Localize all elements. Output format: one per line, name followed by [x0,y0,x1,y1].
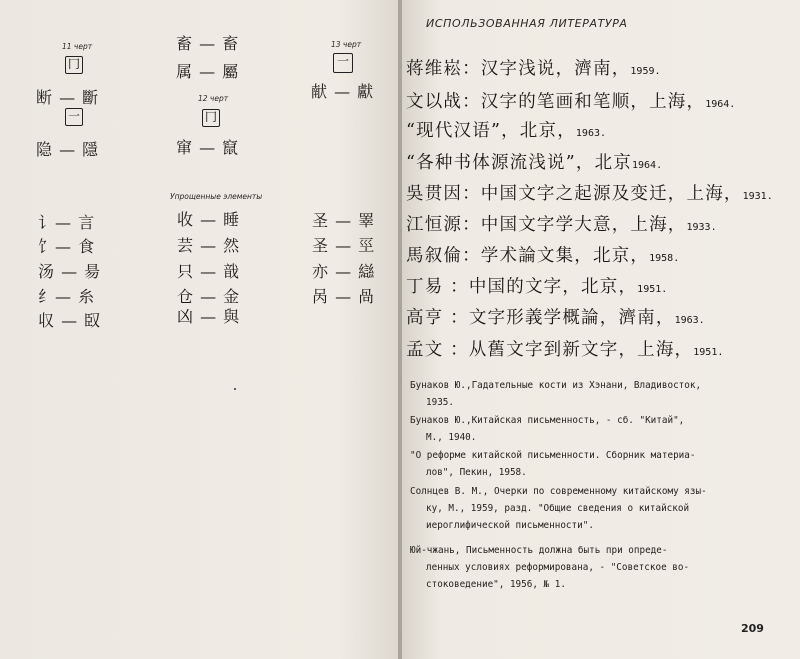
chinese-reference: “各种书体源流浅说”，北京1964. [406,153,663,173]
simplified-pair: 纟— 糸 [38,287,96,306]
radical-box-13: ⼀ [333,53,353,73]
russian-reference: Юй-чжань, Письменность должна быть при опреде- ленных условиях реформирована, - "Советское во- стоковедение", 1956, № 1. [410,545,690,590]
simplified-pair: 圣 — 睪 [312,211,376,230]
simplified-pair: 呙 — 咼 [312,287,376,306]
char-pair-xian: 献 — 獻 [311,82,375,101]
simplified-pair: 芸 — 然 [177,236,241,255]
russian-reference: Бунаков Ю.,Гадательные кости из Хэнани, Владивосток, 1935. [410,380,702,408]
chinese-reference: “现代汉语”，北京，1963. [406,121,607,141]
caption-11-strokes: 11 черт [62,42,93,51]
simplified-pair: 仓 — 金 [177,287,241,306]
russian-reference: Бунаков Ю.,Китайская письменность, - сб. "Китай", М., 1940. [410,415,685,443]
simplified-pair: 只 — 戠 [177,262,241,281]
russian-reference: "О реформе китайской письменности. Сборник материа- лов", Пекин, 1958. [410,450,696,478]
caption-12-strokes: 12 черт [198,94,229,103]
radical-box-11: ⼌ [65,56,83,74]
radical-box-11b: ⼀ [65,108,83,126]
chinese-reference: 江恒源：中国文字学大意，上海，1933. [406,215,717,235]
simplified-pair: 亦 — 䜌 [312,262,376,281]
simplified-pair: 凶 — 與 [177,307,241,326]
caption-simplified-elements: Упрощенные элементы [170,192,263,201]
caption-13-strokes: 13 черт [331,40,362,49]
char-pair-shu: 属 — 屬 [176,62,240,81]
simplified-pair: 讠— 言 [38,213,96,232]
simplified-pair: 汤 — 昜 [38,262,102,281]
simplified-pair: 收 — 睡 [177,210,241,229]
char-pair-yin: 隐 — 隱 [36,140,100,159]
simplified-pair: 圣 — 巠 [312,236,376,255]
russian-reference: Солнцев В. М., Очерки по современному китайскому язы- ку, М., 1959, разд. "Общие сведения о китайской иероглифической письменности". [410,486,707,531]
page-number: 209 [741,622,764,635]
chinese-reference: 文以战：汉字的笔画和笔顺，上海，1964. [406,92,736,112]
chinese-reference: 蒋维崧：汉字浅说，濟南，1959. [406,59,661,79]
page-header: ИСПОЛЬЗОВАННАЯ ЛИТЕРАТУРА [426,17,628,30]
chinese-reference: 高亨 ：文字形義学概論，濟南，1963. [406,308,705,328]
left-page [0,0,398,659]
chinese-reference: 孟文 ：从舊文字到新文字，上海，1951. [406,340,724,360]
simplified-pair: 収 — 臤 [38,311,102,330]
simplified-pair: 饣— 食 [38,237,96,256]
stray-dot [234,388,236,390]
radical-box-12: ⼌ [202,109,220,127]
chinese-reference: 吳贯因：中国文字之起源及变迁，上海，1931. [406,184,773,204]
char-pair-chu: 畜 — 畜 [176,34,240,53]
char-pair-duan: 断 — 斷 [36,88,100,107]
chinese-reference: 丁易 ：中国的文字，北京，1951. [406,277,668,297]
chinese-reference: 馬叙倫：学术論文集，北京，1958. [406,246,680,266]
char-pair-cuan: 窜 — 竄 [176,138,240,157]
